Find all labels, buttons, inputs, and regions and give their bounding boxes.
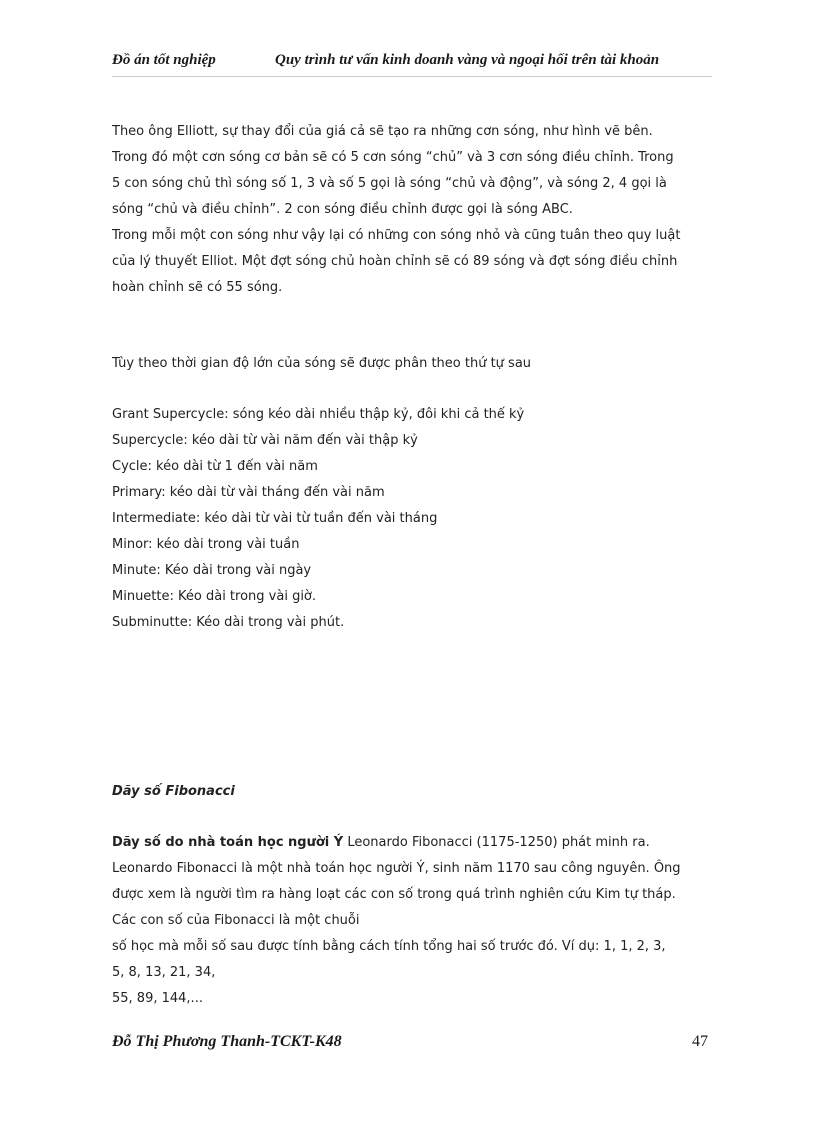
wave-degree-list <box>112 402 712 636</box>
list-item: Cycle: kéo dài từ 1 đến vài năm <box>112 459 318 474</box>
text-line: số học mà mỗi số sau được tính bằng cách tính tổng hai số trước đó. Ví dụ: 1, 1, 2, 3, <box>112 939 666 954</box>
paragraph-fibonacci <box>112 830 712 1012</box>
list-item: Primary: kéo dài từ vài tháng đến vài năm <box>112 485 385 500</box>
text-line: Leonardo Fibonacci là một nhà toán học người Ý, sinh năm 1170 sau công nguyên. Ông <box>112 861 681 876</box>
intro-paragraph <box>112 351 712 377</box>
text-line: hoàn chỉnh sẽ có 55 sóng. <box>112 280 283 295</box>
intro-line: Tùy theo thời gian độ lớn của sóng sẽ được phân theo thứ tự sau <box>112 356 532 371</box>
first-line-rest: Leonardo Fibonacci (1175-1250) phát minh ra. <box>343 835 650 850</box>
text-line: 5, 8, 13, 21, 34, <box>112 965 216 980</box>
footer-author: Đỗ Thị Phương Thanh-TCKT-K48 <box>112 1033 342 1050</box>
list-item: Minuette: Kéo dài trong vài giờ. <box>112 589 317 604</box>
header-right-title: Quy trình tư vấn kinh doanh vàng và ngoại hối trên tài khoản <box>275 52 660 68</box>
list-item: Supercycle: kéo dài từ vài năm đến vài thập kỷ <box>112 433 418 448</box>
text-line: Trong đó một cơn sóng cơ bản sẽ có 5 cơn sóng “chủ” và 3 cơn sóng điều chỉnh. Trong <box>112 150 674 165</box>
text-line: 5 con sóng chủ thì sóng số 1, 3 và số 5 gọi là sóng “chủ và động”, và sóng 2, 4 gọi là <box>112 176 667 191</box>
paragraph-elliott <box>112 119 712 301</box>
list-item: Minor: kéo dài trong vài tuần <box>112 537 300 552</box>
text-line: của lý thuyết Elliot. Một đợt sóng chủ hoàn chỉnh sẽ có 89 sóng và đợt sóng điều chỉnh <box>112 254 678 269</box>
list-item: Intermediate: kéo dài từ vài từ tuần đến vài tháng <box>112 511 438 526</box>
text-line: sóng “chủ và điều chỉnh”. 2 con sóng điều chỉnh được gọi là sóng ABC. <box>112 202 573 217</box>
list-item: Subminutte: Kéo dài trong vài phút. <box>112 615 345 630</box>
list-item: Grant Supercycle: sóng kéo dài nhiều thập kỷ, đôi khi cả thế kỷ <box>112 407 525 422</box>
page-number: 47 <box>692 1033 708 1050</box>
text-line <box>112 830 712 856</box>
section-title: Dãy số Fibonacci <box>112 784 235 799</box>
header-left-title: Đồ án tốt nghiệp <box>112 52 216 68</box>
text-line: Trong mỗi một con sóng như vậy lại có những con sóng nhỏ và cũng tuân theo quy luật <box>112 228 681 243</box>
page-footer <box>112 1033 708 1059</box>
text-line: 55, 89, 144,... <box>112 991 203 1006</box>
text-line: Theo ông Elliott, sự thay đổi của giá cả sẽ tạo ra những cơn sóng, như hình vẽ bên. <box>112 124 653 139</box>
text-line: Các con số của Fibonacci là một chuỗi <box>112 913 360 928</box>
page-header <box>112 52 712 77</box>
list-item: Minute: Kéo dài trong vài ngày <box>112 563 312 578</box>
bold-lead: Dãy số do nhà toán học người Ý <box>112 835 344 850</box>
text-line: được xem là người tìm ra hàng loạt các con số trong quá trình nghiên cứu Kim tự tháp. <box>112 887 676 902</box>
fibonacci-title-block <box>112 779 712 805</box>
